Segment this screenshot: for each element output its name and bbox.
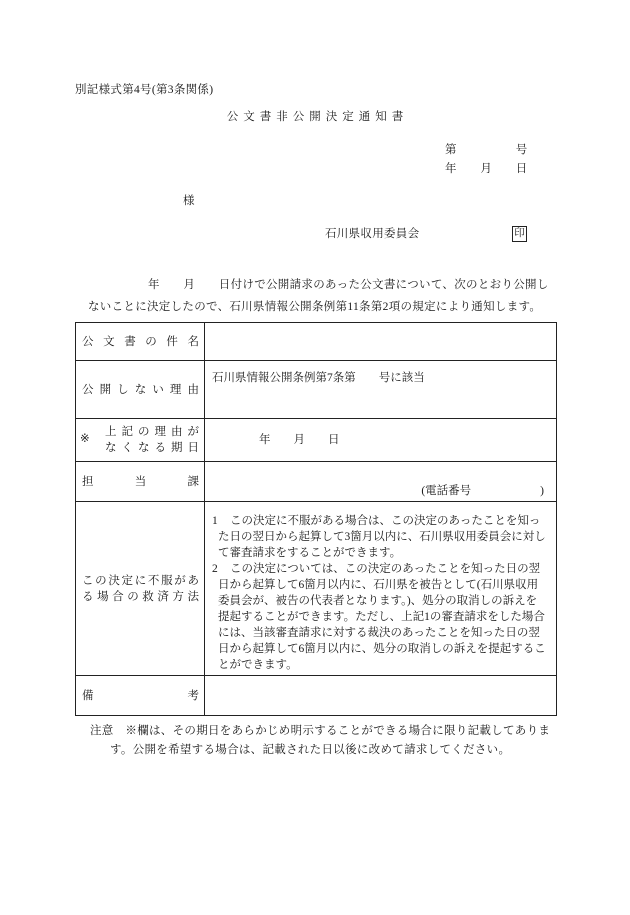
remedy-line: 提起することができます。ただし、上記1の審査請求をした場合	[218, 611, 545, 623]
item-number: 2	[212, 563, 218, 575]
expiry-label-line: なくなる期日	[105, 442, 199, 454]
reason-value-cell	[205, 361, 556, 418]
remedy-line-text: この決定に不服がある場合は、この決定のあったことを知っ	[230, 515, 541, 527]
remedy-label-line: る場合の救済方法	[82, 590, 199, 603]
remedy-line: とができます。	[218, 659, 298, 671]
label-cell	[76, 502, 205, 675]
asterisk-mark: ※	[80, 433, 90, 445]
remedy-line	[205, 561, 556, 577]
remarks-value	[205, 676, 556, 715]
remedy-label-line: この決定に不服があ	[82, 574, 199, 587]
remedy-line-text: この決定については、この決定のあったことを知った日の翌	[230, 563, 541, 575]
section-value-cell	[205, 462, 556, 501]
remedy-line: た日の翌日から起算して3箇月以内に、石川県収用委員会に対し	[218, 531, 546, 543]
remedy-line: て審査請求をすることができます。	[218, 547, 402, 559]
document-title: 公文書非公開決定通知書	[226, 111, 409, 123]
remedy-line: 委員会が、被告の代表者となります。)、処分の取消しの訴えを	[218, 595, 538, 607]
row-remarks	[76, 675, 556, 715]
notes-line: す。公開を希望する場合は、記載された日以後に改めて請求してください。	[110, 744, 511, 756]
form-reference: 別記様式第4号(第3条関係)	[75, 84, 214, 96]
row-section	[76, 461, 556, 501]
document-number: 第 号	[445, 144, 528, 156]
issuer-name: 石川県収用委員会	[325, 228, 420, 240]
remedy-line	[205, 513, 556, 529]
row-remedy	[76, 501, 556, 675]
issue-date: 年 月 日	[445, 163, 528, 175]
notice-table	[75, 322, 557, 716]
expiry-label-line: 上記の理由が	[105, 426, 199, 438]
intro-line: ないことに決定したので、石川県情報公開条例第11条第2項の規定により通知します。	[88, 301, 542, 313]
addressee-honorific: 様	[183, 195, 195, 207]
label-cell	[76, 361, 205, 418]
expiry-date: 年 月 日	[259, 434, 340, 446]
expiry-value-cell	[205, 419, 556, 461]
phone-number: (電話番号 )	[421, 485, 544, 497]
section-label: 担当課	[82, 475, 199, 488]
remedy-line: 日から起算して6箇月以内に、処分の取消しの訴えを提起するこ	[218, 643, 546, 655]
remedy-value-cell	[205, 502, 556, 675]
remedy-line: 日から起算して6箇月以内に、石川県を被告として(石川県収用	[218, 579, 539, 591]
remedy-text	[205, 502, 556, 673]
item-number: 1	[212, 515, 218, 527]
reason-label: 公開しない理由	[82, 383, 199, 396]
reason-value: 石川県情報公開条例第7条第 号に該当	[212, 372, 425, 384]
row-expiry	[76, 418, 556, 461]
row-reason	[76, 360, 556, 418]
notes-line: 注意 ※欄は、その期日をあらかじめ明示することができる場合に限り記載してありま	[90, 725, 551, 737]
row-document-name	[76, 323, 556, 360]
label-cell	[76, 323, 205, 360]
intro-line: 年 月 日付けで公開請求のあった公文書について、次のとおり公開し	[148, 279, 549, 291]
remarks-label: 備考	[82, 689, 199, 702]
document-name-value	[205, 323, 556, 360]
document-name-label: 公文書の件名	[82, 335, 199, 348]
label-cell	[76, 676, 205, 715]
seal-stamp: 印	[512, 226, 527, 242]
remedy-line: には、当該審査請求に対する裁決のあったことを知った日の翌	[218, 627, 540, 639]
label-cell	[76, 462, 205, 501]
label-cell	[76, 419, 205, 461]
